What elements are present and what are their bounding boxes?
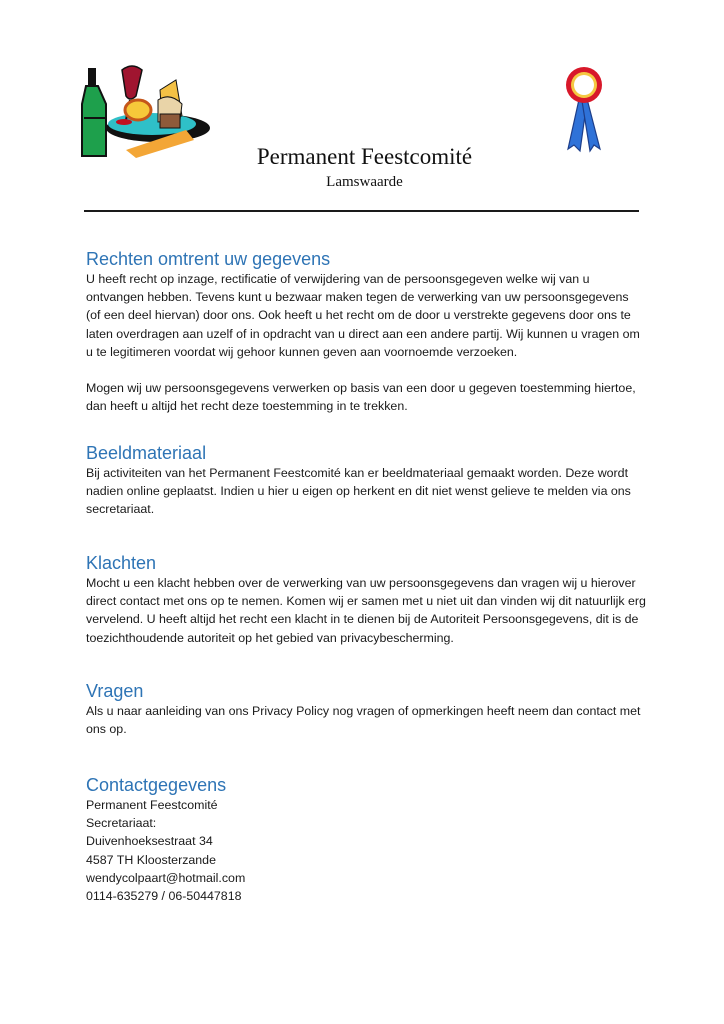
- contact-email[interactable]: wendycolpaart@hotmail.com: [86, 870, 246, 885]
- section-heading: Rechten omtrent uw gegevens: [86, 249, 331, 269]
- header-divider: [84, 210, 639, 212]
- section-heading: Contactgegevens: [86, 775, 227, 795]
- section-contactgegevens: [86, 774, 245, 905]
- section-beeldmateriaal: [86, 442, 646, 519]
- award-ribbon-icon: [560, 65, 610, 155]
- contact-secretariat-label: Secretariaat:: [86, 816, 157, 831]
- contact-street: Duivenhoeksestraat 34: [86, 834, 213, 849]
- section-paragraph: Als u naar aanleiding van ons Privacy Policy nog vragen of opmerkingen heeft neem dan contact met ons op.: [86, 704, 641, 737]
- organization-location: Lamswaarde: [326, 174, 403, 190]
- section-paragraph: Mogen wij uw persoonsgegevens verwerken op basis van een door u gegeven toestemming hiertoe, dan heeft u altijd het recht deze toestemming in te trekken.: [86, 381, 636, 414]
- section-klachten: [86, 552, 646, 647]
- section-heading: Beeldmateriaal: [86, 443, 207, 463]
- section-rechten: [86, 248, 646, 416]
- contact-postal-city: 4587 TH Kloosterzande: [86, 852, 216, 867]
- section-heading: Klachten: [86, 553, 157, 573]
- section-paragraph: Mocht u een klacht hebben over de verwerking van uw persoonsgegevens dan vragen wij u hierover direct contact met ons op te nemen. Komen wij er samen met u niet uit dan vinden wij dit natuurlijk erg vervelend. U heeft altijd het recht een klacht in te dienen bij de Autoriteit Persoonsgegevens, dit is de toezichthoudende autoriteit op het gebied van privacybescherming.: [86, 576, 646, 645]
- document-header: [0, 143, 724, 191]
- organization-title: Permanent Feestcomité: [256, 144, 473, 169]
- section-vragen: [86, 680, 646, 738]
- section-heading: Vragen: [86, 681, 144, 701]
- contact-phone: 0114-635279 / 06-50447818: [86, 889, 242, 904]
- section-paragraph: Bij activiteiten van het Permanent Feestcomité kan er beeldmateriaal gemaakt worden. Deze wordt nadien online geplaatst. Indien u hier u eigen op herkent en dit niet wenst gelieve te melden via ons secretariaat.: [86, 466, 631, 517]
- section-paragraph: U heeft recht op inzage, rectificatie of verwijdering van de persoonsgegeven welke wij van u ontvangen hebben. Tevens kunt u bezwaar maken tegen de verwerking van uw persoonsgegevens (of een deel hiervan) door ons. Ook heeft u het recht om de door u verstrekte gegevens door ons te laten overdragen aan uzelf of in opdracht van u direct aan een andere partij. Wij kunnen u vragen om u te legitimeren voordat wij gehoor kunnen geven aan voornoemde verzoeken.: [86, 272, 640, 359]
- contact-organization: Permanent Feestcomité: [86, 798, 218, 812]
